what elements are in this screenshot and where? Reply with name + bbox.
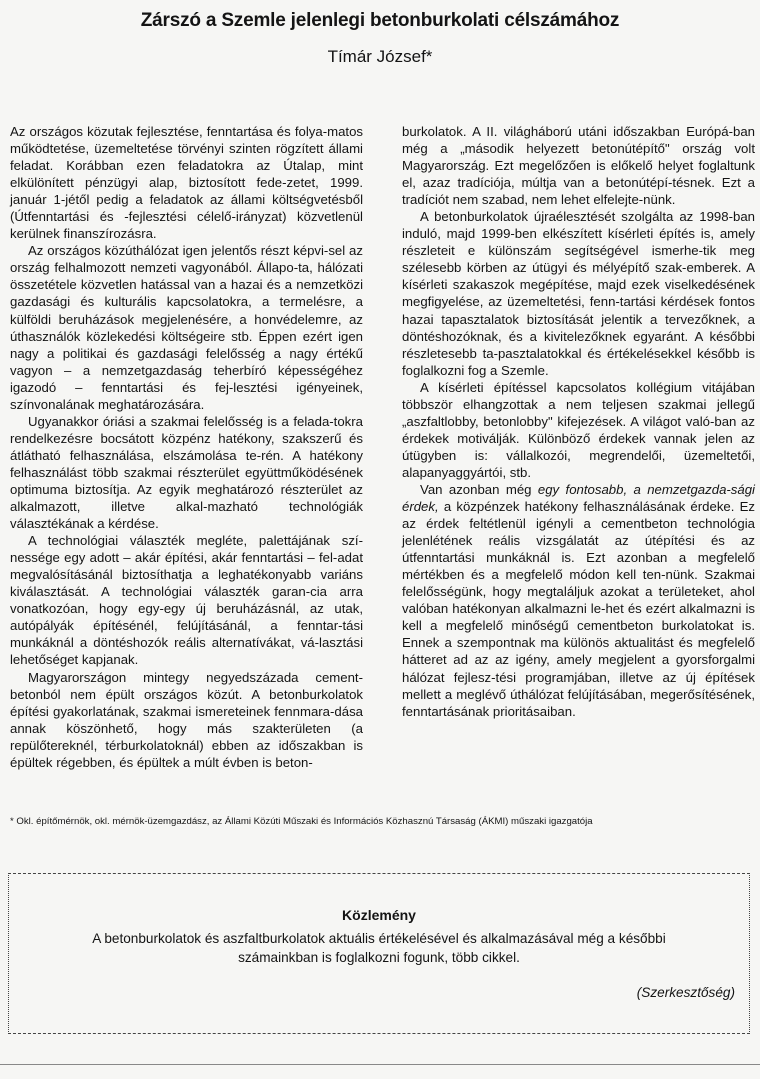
paragraph-lead: Van azonban még <box>420 481 538 497</box>
emphasis-text: egy fontosabb, a nemzetgazda-sági érdek, <box>402 481 755 515</box>
paragraph: A technológiai választék megléte, palettájának szí-nessége egy adott – akár építési, akár fenntartási – fel-adat megvalósításánál biztosíthatja a leghatékonyabb variáns kiválasztását. A technológiai választék garan-cia arra vonatkozóan, hogy egy-egy új beruházásnál, az utak, autópályák építésénél, felújításánál, a fenntar-tási munkáknál a döntéshozók reális alternatívákat, vá-lasztási lehetőséget kapjanak. <box>10 533 363 668</box>
bottom-rule <box>0 1064 760 1065</box>
paragraph: burkolatok. A II. világháború utáni időszakban Európá-ban még a „második helyezett betonútépítő" ország volt Magyarország. Ezt megelőzően is előkelő helyet foglaltunk el, azaz tradíciója, múltja van a betonútépí-tésnek. Ezt a tradíciót nem szabad, nem lehet elfelejte-nünk. <box>402 124 755 208</box>
paragraph: Magyarországon mintegy negyedszázada cement-betonból nem épült országos közút. A betonburkolatok építési gyakorlatának, szakmai ismereteinek fennmara-dása annak köszönhető, hogy más szakterületen (a repülőtereknél, térburkolatoknál) ebben az időszakban is épültek régebben, és épültek a múlt évben is beton- <box>10 669 363 770</box>
right-column <box>402 123 755 720</box>
paragraph: Az országos közutak fejlesztése, fenntartása és folya-matos működtetése, üzemeltetése törvényi szinten rögzített állami feladat. Korábban ezen feladatokra az Útalap, mint elkülönített pénzügyi alap, biztosított fede-zetet, 1999. január 1-jétől pedig a feladatok az állami költségvetésből (Útfenntartási és -fejlesztési célelő-irányzat) közvetlenül kerülnek finanszírozásra. <box>10 124 363 242</box>
paragraph: A kísérleti építéssel kapcsolatos kollégium vitájában többször elhangzottak a nem teljesen szakmai jellegű „aszfaltlobby, betonlobby" kifejezések. A világot való-ban az érdekek motiválják. Különböző érdekek vannak jelen az útügyben is: vállalkozói, megrendelői, üzemeltetői, alapanyaggyártói, stb. <box>402 379 755 480</box>
paragraph <box>402 481 755 720</box>
notice-box <box>8 873 750 1034</box>
author-footnote: * Okl. építőmérnök, okl. mérnök-üzemgazdász, az Állami Közúti Műszaki és Információs Közhasznú Társaság (ÁKMI) műszaki igazgatója <box>10 816 593 827</box>
notice-signature: (Szerkesztőség) <box>636 985 735 1000</box>
article-title: Zárszó a Szemle jelenlegi betonburkolati célszámához <box>140 10 620 31</box>
notice-text: A betonburkolatok és aszfaltburkolatok aktuális értékelésével és alkalmazásával még a későbbi számainkban is foglalkozni fogunk, több cikkel. <box>92 931 666 965</box>
author-name: Tímár József* <box>327 47 433 66</box>
paragraph: Ugyanakkor óriási a szakmai felelősség is a felada-tokra rendelkezésre bocsátott közpénz hatékony, szakszerű és átlátható felhasználása, elszámolása te-rén. A hatékony felhasználást több szakmai részterület együttműködésének optimuma biztosítja. Az egyik meghatározó részterület az alkalmazott, illetve alkal-mazható technológiák választékának a kérdése. <box>10 413 363 532</box>
paragraph-rest: a közpénzek hatékony felhasználásának érdeke. Ez az érdek feltétlenül igényli a cementbeton technológia jelenlétének reális vizsgálatát az útépítési és az útfenntartási munkáknál is. Ezt azonban a megfelelő mértékben és a megfelelő módon kell ten-nünk. Szakmai felelősségünk, hogy megtaláljuk azokat a területeket, ahol valóban hatékonyan alkalmazni le-het és ezért alkalmazni is kell a megfelelő minőségű cementbeton burkolatokat is. Ennek a szempontnak ma különös aktualitást és megfelelő hátteret ad az az igény, amely megjelent a gyorsforgalmi hálózat fejlesz-tési programjában, illetve az új építések mellett a meglévő úthálózat felújításában, megerősítésének, fenntartásának prioritásaiban. <box>402 499 755 719</box>
left-column <box>10 123 363 771</box>
notice-title: Közlemény <box>342 907 416 923</box>
paragraph: Az országos közúthálózat igen jelentős részt képvi-sel az ország felhalmozott nemzeti vagyonából. Állapo-ta, hálózati összetétele közvetlen hatással van a hazai és a nemzetközi gazdasági és kulturális kapcsolatokra, a termelésre, a külföldi beruházások megjelenésére, a honvédelemre, az úthasználók közlekedési költségeire stb. Éppen ezért igen nagy a politikai és gazdasági felelősség a nagy értékű vagyon – a nemzetgazdaság teherbíró képességéhez igazodó – fenntartási és fej-lesztési igényeinek, színvonalának meghatározására. <box>10 243 363 412</box>
paragraph: A betonburkolatok újraélesztését szolgálta az 1998-ban induló, majd 1999-ben elkészített kísérleti építés is, amely részleteit e különszám segítségével ismerhe-tik meg szélesebb körben az útügyi és mélyépítő szak-emberek. A kísérleti szakaszok megépítése, majd ezek viselkedésének megfigyelése, az üzemeltetési, fenn-tartási kérdések fontos hazai tapasztalatok biztosítását jelentik a tervezőknek, a döntéshozóknak, és a kivitelezőknek egyaránt. A későbbi részletesebb ta-pasztalatokkal és értékelésekkel később is foglalkozni fog a Szemle. <box>402 209 755 378</box>
